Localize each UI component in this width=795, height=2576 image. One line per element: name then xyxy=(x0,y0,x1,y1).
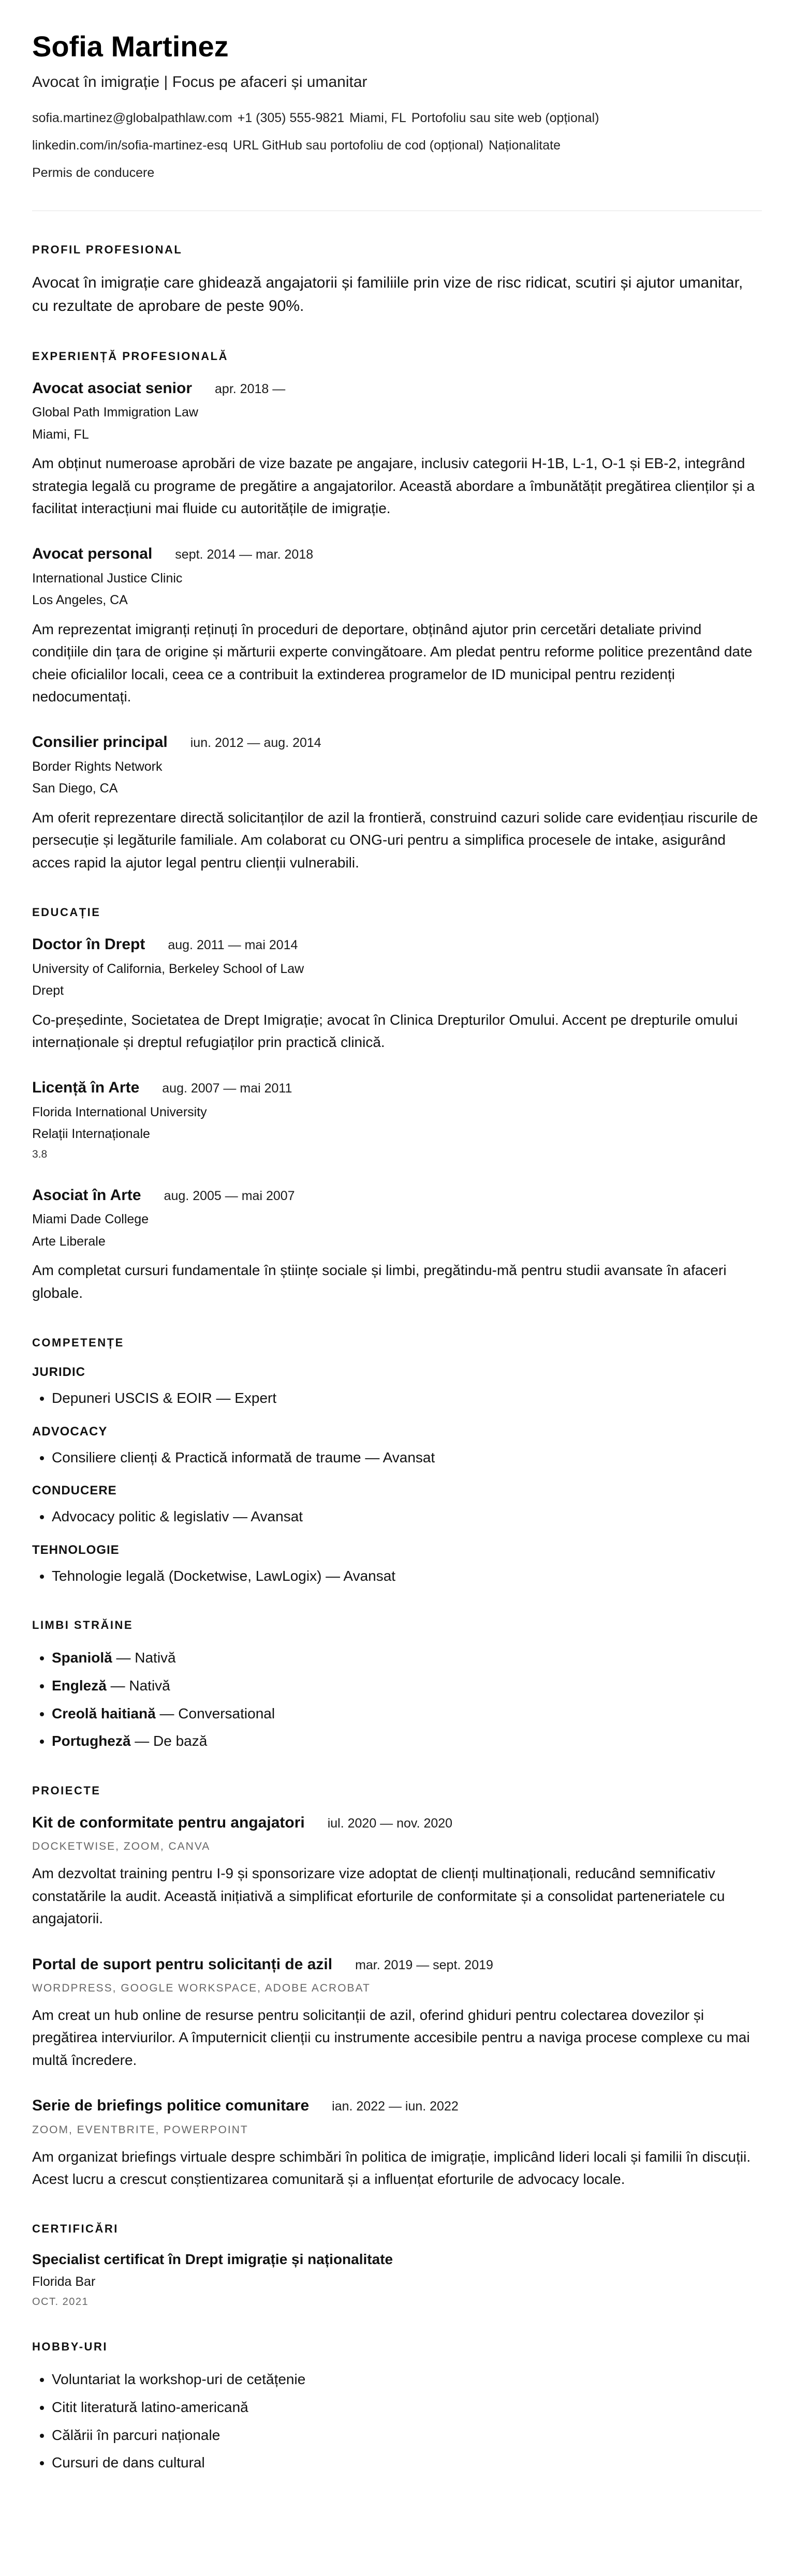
project-title: Serie de briefings politice comunitare xyxy=(32,2097,310,2115)
job-description: Am oferit reprezentare directă solicitanților de azil la frontieră, construind cazuri solide care evidențiau riscurile de persecuție și legăturile familiale. Am colaborat cu ONG-uri pentru a simplifica procesele de intake, asigurând acces rapid la ajutor legal pentru clienții vulnerabili. xyxy=(32,809,758,871)
languages-list xyxy=(32,1648,762,1751)
education-entry xyxy=(32,1078,762,1161)
language-level: Nativă xyxy=(129,1678,170,1694)
project-description: Am dezvoltat training pentru I-9 și sponsorizare vize adoptat de clienți multinaționali, reducând semnificativ constatările la audit. Această inițiativă a simplificat eforturile de conformitate și a consolidat parteneriatele cu angajatorii. xyxy=(32,1865,725,1927)
experience-entry-head xyxy=(32,544,762,564)
skill-item: • Tehnologie legală (Docketwise, LawLogix) — Avansat xyxy=(52,1566,762,1587)
field-of-study: Arte Liberale xyxy=(32,1234,106,1249)
language-item xyxy=(52,1703,762,1725)
project-entry-head xyxy=(32,1813,762,1833)
skill-items xyxy=(32,1388,762,1409)
language-separator: — xyxy=(155,1705,179,1721)
project-description: Am creat un hub online de resurse pentru solicitanții de azil, oferind ghiduri pentru colectarea dovezilor și pregătirea interviurilor. A împuternicit clienții cu instrumente accesibile pentru a naviga procese complexe cu mai multă încredere. xyxy=(32,2007,750,2068)
skill-group xyxy=(32,1425,762,1469)
skill-item: • Advocacy politic & legislativ — Avansat xyxy=(52,1506,762,1527)
project-entry-head xyxy=(32,2096,762,2116)
project-entry xyxy=(32,1955,762,2072)
job-description: Am reprezentat imigranți reținuți în proceduri de deportare, obținând ajutor prin cercetări detaliate privind condițiile din țara de origine și mărturii experte convingătoare. Am pledat pentru reforme politice prezentând date cheie oficialilor locali, ceea ce a contribuit la extinderea programelor de ID municipal pentru rezidenți nedocumentați. xyxy=(32,621,753,705)
language-name: Portugheză xyxy=(52,1733,131,1749)
project-dates: mar. 2019 — sept. 2019 xyxy=(355,1957,493,1972)
section-title-hobbies: HOBBY-URI xyxy=(32,2340,108,2354)
language-item xyxy=(52,1648,762,1669)
education-entry-head xyxy=(32,1186,762,1205)
language-name: Spaniolă xyxy=(52,1650,112,1666)
job-dates: iun. 2012 — aug. 2014 xyxy=(190,736,321,751)
skill-group xyxy=(32,1543,762,1587)
section-education xyxy=(32,906,762,1304)
skill-items xyxy=(32,1506,762,1527)
section-projects xyxy=(32,1784,762,2191)
contact-nationality: Naționalitate xyxy=(489,138,561,153)
section-title-projects: PROIECTE xyxy=(32,1784,101,1797)
field-of-study: Relații Internaționale xyxy=(32,1127,150,1142)
contact-driving-license: Permis de conducere xyxy=(32,165,155,180)
section-languages xyxy=(32,1619,762,1751)
skill-category: CONDUCERE xyxy=(32,1484,117,1498)
skill-item: • Depuneri USCIS & EOIR — Expert xyxy=(52,1388,762,1409)
job-location: Miami, FL xyxy=(32,427,89,442)
contact-github: URL GitHub sau portofoliu de cod (opțional) xyxy=(232,138,483,153)
project-title: Kit de conformitate pentru angajatori xyxy=(32,1814,305,1831)
contact-block xyxy=(32,110,762,182)
degree-title: Asociat în Arte xyxy=(32,1186,141,1204)
section-experience xyxy=(32,350,762,874)
job-title: Avocat asociat senior xyxy=(32,379,193,397)
school-name: Florida International University xyxy=(32,1104,207,1119)
section-certifications xyxy=(32,2222,762,2308)
project-description: Am organizat briefings virtuale despre schimbări în politica de imigrație, implicând lideri locali și familii în discuții. Acest lucru a crescut conștientizarea comunitară și a influențat eforturile de advocacy locale. xyxy=(32,2148,751,2188)
job-company: Global Path Immigration Law xyxy=(32,405,198,420)
education-list xyxy=(32,935,762,1304)
project-entry-head xyxy=(32,1955,762,1974)
resume-name: Sofia Martinez xyxy=(32,30,229,63)
hobby-items xyxy=(32,2369,762,2473)
project-title: Portal de suport pentru solicitanți de azil xyxy=(32,1955,333,1973)
project-tools: DOCKETWISE, ZOOM, CANVA xyxy=(32,1840,211,1853)
contact-line-3 xyxy=(32,164,762,182)
degree-title: Licență în Arte xyxy=(32,1079,140,1097)
contact-line-1 xyxy=(32,110,762,127)
section-title-profile: PROFIL PROFESIONAL xyxy=(32,243,183,256)
certification-issuer: Florida Bar xyxy=(32,2274,96,2289)
degree-dates: aug. 2007 — mai 2011 xyxy=(162,1081,292,1096)
experience-list xyxy=(32,379,762,874)
job-title: Consilier principal xyxy=(32,733,168,751)
language-separator: — xyxy=(106,1678,129,1694)
experience-entry-head xyxy=(32,732,762,752)
school-name: Miami Dade College xyxy=(32,1212,149,1227)
section-title-education: EDUCAȚIE xyxy=(32,906,101,919)
language-level: Nativă xyxy=(135,1650,176,1666)
education-description: Co-președinte, Societatea de Drept Imigrație; avocat în Clinica Drepturilor Omului. Accent pe drepturile omului internaționale și dreptul refugiaților prin practică clinică. xyxy=(32,1011,738,1050)
project-dates: ian. 2022 — iun. 2022 xyxy=(332,2099,459,2114)
section-title-certifications: CERTIFICĂRI xyxy=(32,2222,119,2236)
education-entry-head xyxy=(32,1078,762,1098)
section-title-experience: EXPERIENȚĂ PROFESIONALĂ xyxy=(32,349,228,363)
project-entry xyxy=(32,1813,762,1930)
skill-items xyxy=(32,1447,762,1469)
language-item xyxy=(52,1731,762,1752)
language-separator: — xyxy=(112,1650,135,1666)
hobby-item: • Cursuri de dans cultural xyxy=(52,2452,762,2474)
degree-title: Doctor în Drept xyxy=(32,936,145,953)
skill-category: ADVOCACY xyxy=(32,1424,108,1439)
job-location: Los Angeles, CA xyxy=(32,593,128,608)
education-entry-head xyxy=(32,935,762,954)
field-of-study: Drept xyxy=(32,983,64,998)
hobby-item: • Citit literatură latino-americană xyxy=(52,2397,762,2418)
degree-dates: aug. 2011 — mai 2014 xyxy=(168,938,298,953)
project-entry xyxy=(32,2096,762,2190)
language-items xyxy=(32,1648,762,1751)
language-level: De bază xyxy=(153,1733,208,1749)
job-description: Am obținut numeroase aprobări de vize bazate pe angajare, inclusiv categorii H-1B, L-1, O-1 și EB-2, integrând strategia legală cu programe de pregătire a angajatorilor. Această abordare a îmbunătățit pregătirea clienților și a facilitat interacțiuni mai fluide cu autoritățile de imigrație. xyxy=(32,455,755,516)
projects-list xyxy=(32,1813,762,2191)
job-dates: apr. 2018 — xyxy=(215,381,286,396)
hobby-item: • Călării în parcuri naționale xyxy=(52,2425,762,2446)
education-entry xyxy=(32,935,762,1053)
job-location: San Diego, CA xyxy=(32,781,118,796)
education-entry xyxy=(32,1186,762,1304)
resume-header xyxy=(32,30,762,211)
section-title-languages: LIMBI STRĂINE xyxy=(32,1619,134,1632)
section-skills xyxy=(32,1336,762,1586)
language-name: Engleză xyxy=(52,1678,107,1694)
skill-item: • Consiliere clienți & Practică informată de traume — Avansat xyxy=(52,1447,762,1469)
language-separator: — xyxy=(130,1733,154,1749)
job-company: International Justice Clinic xyxy=(32,571,183,586)
skill-category: JURIDIC xyxy=(32,1365,86,1380)
experience-entry xyxy=(32,544,762,708)
school-name: University of California, Berkeley School of Law xyxy=(32,961,304,976)
contact-line-2 xyxy=(32,137,762,155)
language-name: Creolă haitiană xyxy=(52,1705,156,1721)
profile-text: Avocat în imigrație care ghidează angajatorii și familiile prin vize de risc ridicat, scutiri și ajutor umanitar, cu rezultate de aprobare de peste 90%. xyxy=(32,274,743,314)
language-item xyxy=(52,1675,762,1697)
section-profile xyxy=(32,243,762,318)
resume-tagline: Avocat în imigrație | Focus pe afaceri și umanitar xyxy=(32,73,367,91)
certification-date: OCT. 2021 xyxy=(32,2296,89,2308)
contact-phone: +1 (305) 555-9821 xyxy=(237,111,345,126)
experience-entry xyxy=(32,732,762,874)
gpa-value: 3.8 xyxy=(32,1148,48,1160)
contact-linkedin: linkedin.com/in/sofia-martinez-esq xyxy=(32,138,228,153)
contact-email: sofia.martinez@globalpathlaw.com xyxy=(32,111,232,126)
experience-entry xyxy=(32,379,762,520)
skill-category: TEHNOLOGIE xyxy=(32,1542,120,1557)
job-company: Border Rights Network xyxy=(32,759,163,774)
contact-portfolio: Portofoliu sau site web (opțional) xyxy=(411,111,599,126)
hobbies-list xyxy=(32,2369,762,2473)
certification-entry xyxy=(32,2251,762,2308)
project-tools: WORDPRESS, GOOGLE WORKSPACE, ADOBE ACROBAT xyxy=(32,1982,371,1995)
certifications-list xyxy=(32,2251,762,2308)
contact-location: Miami, FL xyxy=(349,111,406,126)
section-title-skills: COMPETENȚE xyxy=(32,1336,124,1350)
project-tools: ZOOM, EVENTBRITE, POWERPOINT xyxy=(32,2123,248,2136)
certification-name: Specialist certificat în Drept imigrație și naționalitate xyxy=(32,2251,393,2268)
skill-group xyxy=(32,1365,762,1409)
degree-dates: aug. 2005 — mai 2007 xyxy=(164,1188,295,1203)
skill-items xyxy=(32,1566,762,1587)
section-hobbies xyxy=(32,2340,762,2473)
education-description: Am completat cursuri fundamentale în științe sociale și limbi, pregătindu-mă pentru studii avansate în afaceri globale. xyxy=(32,1262,727,1301)
hobby-item: • Voluntariat la workshop-uri de cetățenie xyxy=(52,2369,762,2390)
experience-entry-head xyxy=(32,379,762,398)
job-title: Avocat personal xyxy=(32,545,153,563)
skills-list xyxy=(32,1365,762,1586)
language-level: Conversational xyxy=(178,1705,275,1721)
job-dates: sept. 2014 — mar. 2018 xyxy=(175,547,314,562)
skill-group xyxy=(32,1484,762,1527)
project-dates: iul. 2020 — nov. 2020 xyxy=(327,1816,453,1831)
